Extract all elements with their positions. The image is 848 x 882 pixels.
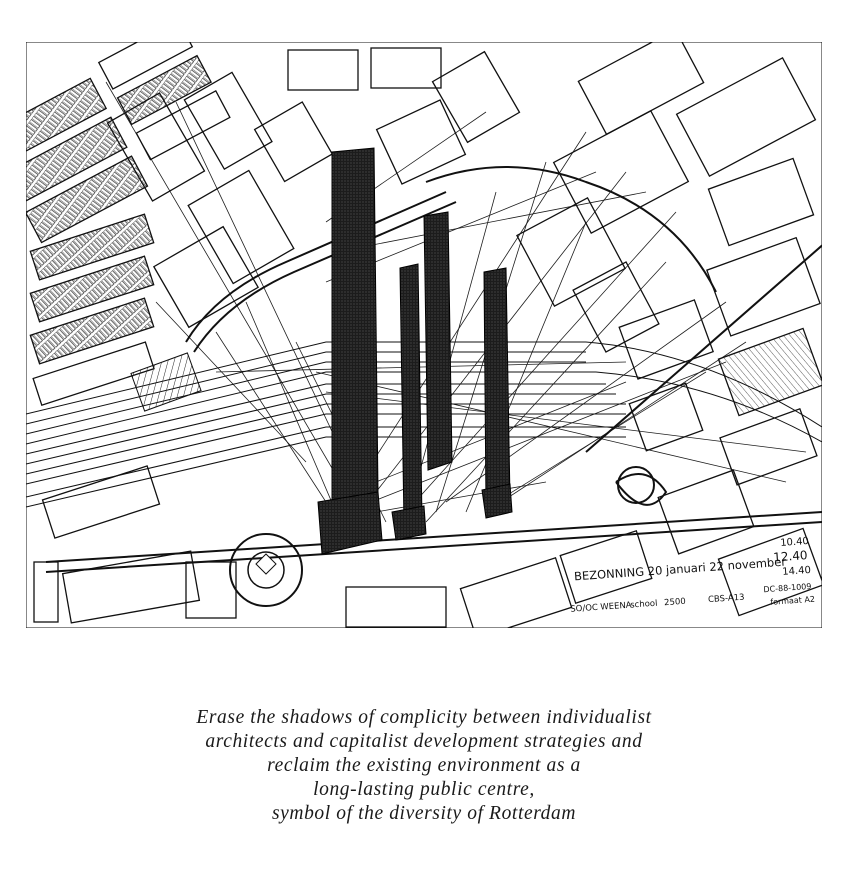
caption-line-3: reclaim the existing environment as a [267,755,581,776]
shadow-study-drawing [26,42,822,628]
caption-line-4: long-lasting public centre, [313,779,535,800]
tower-2-base [392,506,426,540]
annotation-so-oc: SO/OC [570,602,599,615]
annotation-title: BEZONNING 20 januari 22 november [573,554,787,584]
annotation-time-2: 12.40 [772,548,809,565]
annotation-time-3: 14.40 [781,564,812,578]
tower-2 [400,264,422,524]
annotation-school: school [629,598,658,611]
annotation-2500: 2500 [663,596,687,609]
tower-4 [484,268,510,504]
tower-4-base [482,484,512,518]
annotation-time-1: 10.40 [779,535,810,549]
caption-line-1: Erase the shadows of complicity between individualist [196,707,652,728]
annotation-weena: WEENA [599,600,632,613]
annotation-dc: DC-88-1009 [763,581,812,595]
caption-line-2: architects and capitalist development strategies and [205,731,643,752]
tower-3 [424,212,452,470]
caption-line-5: symbol of the diversity of Rotterdam [271,803,577,824]
caption [0,706,848,826]
tower-1 [332,148,378,518]
urban-plan-svg [26,42,822,628]
annotation-format: formaat A2 [770,594,816,607]
annotation-cbs: CBS-A13 [707,592,745,606]
